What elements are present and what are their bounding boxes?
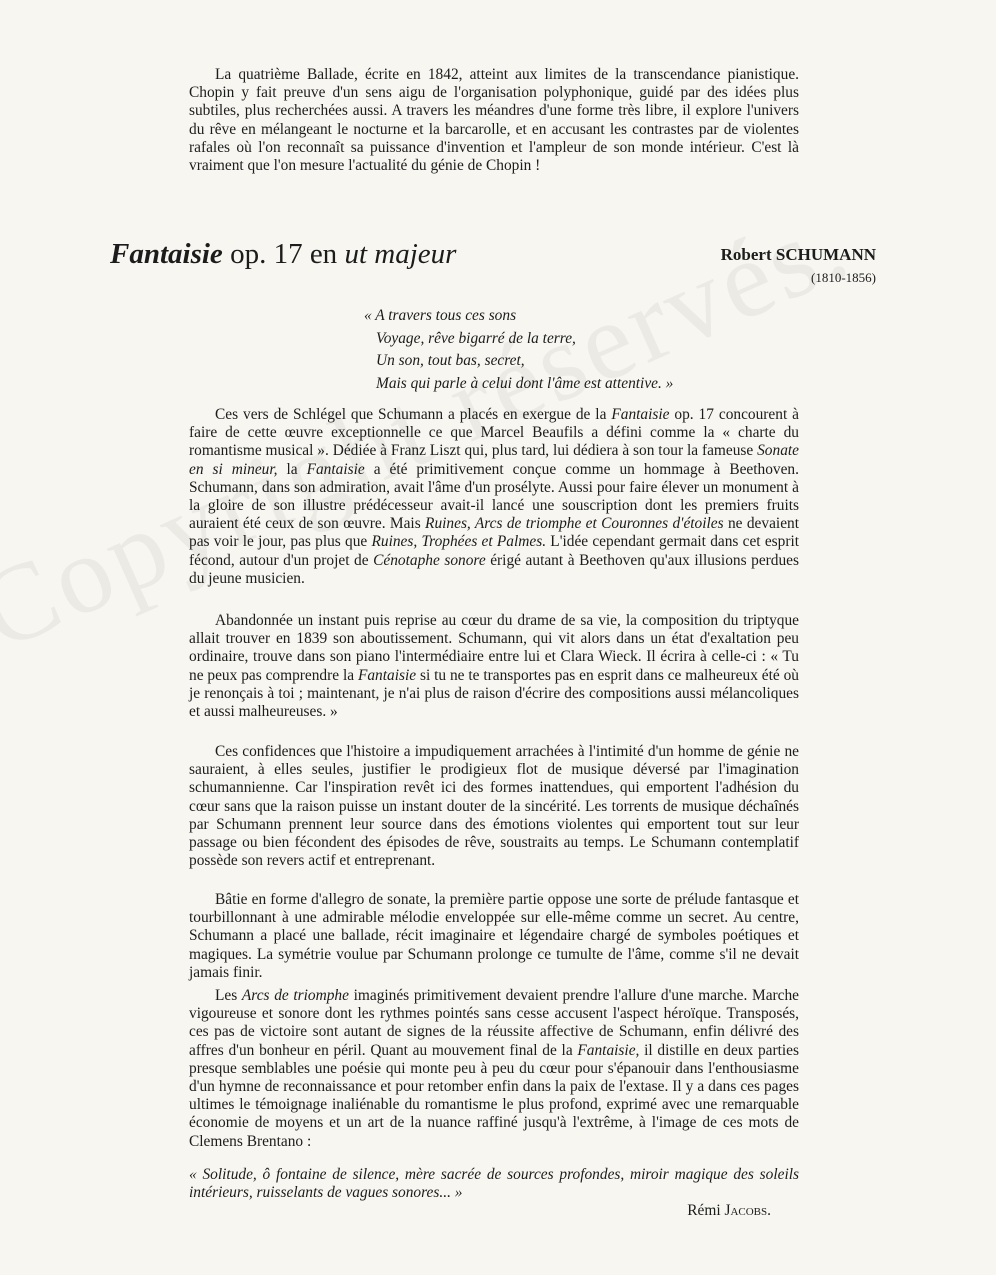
title-middle: op. 17 en: [222, 238, 345, 270]
title-key: ut majeur: [344, 238, 457, 270]
piece-title: [110, 238, 456, 271]
poem-line: « A travers tous ces sons: [364, 307, 517, 324]
author-signature: [687, 1202, 771, 1220]
italic-run: Ruines, Arcs de triomphe et Couronnes d'étoiles: [425, 515, 724, 533]
paragraph-3: Ces confidences que l'histoire a impudiquement arrachées à l'intimité d'un homme de génie ne sauraient, à elles seules, justifier le prodigieux flot de musique déversé par l'imagination schumannienne. Car l'inspiration revêt ici des formes inattendues, qui emportent l'adhésion du cœur sans que la raison puisse un instant douter de la sincérité. Les torrents de musique déchaînés par Schumann prennent leur source dans des émotions violentes qui emportent tout sur leur passage ou bien fécondent des épisodes de rêve, soustraits au temps. Le Schumann contemplatif possède son revers actif et entreprenant.: [189, 743, 799, 870]
brentano-quote: [189, 1166, 799, 1202]
italic-run: Sonate en si mineur,: [189, 442, 799, 478]
epigraph-poem: [364, 305, 784, 396]
title-word: Fantaisie: [110, 238, 223, 270]
italic-run: Arcs de triomphe: [241, 987, 349, 1004]
text-run: si tu ne te transportes pas en esprit dans ce malheureux été où je renonçais à toi ; maintenant, je n'ai plus de raison d'écrire des compositions aussi mélancoliques et aussi malheureuses. »: [189, 666, 799, 721]
italic-run: « Solitude, ô fontaine de silence, mère sacrée de sources profondes, miroir magique des soleils intérieurs, ruisselants de vagues sonores... »: [189, 1166, 799, 1202]
paragraph-4: Bâtie en forme d'allegro de sonate, la première partie oppose une sorte de prélude fantasque et tourbillonnant à une admirable mélodie enveloppée sur elle-même comme un secret. Au centre, Schumann a placé une ballade, récit imaginaire et légendaire chargé de symboles poétiques et magiques. La symétrie voulue par Schumann prolonge ce tumulte de l'âme, comme s'il ne devait jamais finir.: [189, 891, 799, 981]
text-run: il distille en deux parties presque semblables une poésie qui monte peu à peu du cœur pour s'épanouir dans l'enthousiasme d'un hymne de reconnaissance et pour retomber enfin dans la paix de l'extase. Il y a dans ces pages ultimes le témoignage inaliénable du romantisme le plus profond, exprimé avec une remarquable économie de moyens et un art de la nuance raffiné jusqu'à l'extrême, à l'image de ces mots de Clemens Brentano :: [189, 1041, 799, 1150]
text-run: a été primitivement conçue comme un hommage à Beethoven. Schumann, dans son admiration, avait l'âme d'un prosélyte. Aussi pour faire élever un monument à la gloire de son illustre prédécesseur avait-il lancé une souscription dont les premiers fruits auraient été ceux de son œuvre. Mais: [189, 460, 799, 533]
italic-run: Fantaisie: [306, 460, 365, 478]
text-run: Les: [215, 987, 242, 1004]
paragraph-5: [189, 987, 799, 1151]
paragraph-2: [189, 612, 799, 721]
poem-line: Un son, tout bas, secret,: [376, 352, 525, 370]
italic-run: Fantaisie: [611, 406, 670, 423]
paragraph-1: [189, 406, 799, 588]
composer-name: Robert SCHUMANN: [720, 245, 876, 264]
intro-paragraph: La quatrième Ballade, écrite en 1842, atteint aux limites de la transcendance pianistique. Chopin y fait preuve d'un sens aigu de l'organisation polyphonique, guidé par des idées plus subtiles, plus recherchées aussi. A travers les méandres d'une forme très libre, il explore l'univers du rêve en mélangeant le nocturne et la barcarolle, et en accusant les contrastes par de violentes rafales où l'on reconnaît sa puissance d'invention et l'ampleur de son monde intérieur. C'est là vraiment que l'on mesure l'actualité du génie de Chopin !: [189, 66, 799, 175]
text-run: la: [277, 460, 307, 478]
text-run: L'idée cependant germait dans cet esprit fécond, autour d'un projet de: [189, 533, 800, 569]
text-run: ne devaient pas voir le jour, pas plus que: [189, 515, 799, 551]
poem-line: Mais qui parle à celui dont l'âme est attentive. »: [376, 375, 674, 393]
signature-last-name: Jacobs.: [724, 1202, 771, 1219]
signature-first-name: Rémi: [687, 1202, 721, 1219]
text-run: op. 17 concourent à faire de cette œuvre exceptionnelle ce que Marcel Beaufils a défini comme la « charte du romantisme musical ». Dédiée à Franz Liszt qui, plus tard, lui dédiera à son tour la fameuse: [189, 406, 799, 460]
italic-run: Ruines, Trophées et Palmes.: [371, 533, 547, 551]
text-run: Abandonnée un instant puis reprise au cœur du drame de sa vie, la composition du triptyque allait trouver en 1839 son aboutissement. Schumann, qui vit alors dans un état d'exaltation peu ordinaire, trouve dans son piano l'intermédiaire entre lui et Clara Wieck. Il écrira à celle-ci : « Tu ne peux pas comprendre la: [189, 612, 799, 684]
composer-dates: (1810-1856): [811, 270, 876, 285]
italic-run: Cénotaphe sonore: [373, 551, 486, 569]
text-run: érigé autant à Beethoven qu'aux illusions perdues du jeune musicien.: [189, 551, 799, 587]
text-run: imaginés primitivement devaient prendre l'allure d'une marche. Marche vigoureuse et sonore dont les rythmes pointés sans cesse accusent l'aspect héroïque. Transposés, ces pas de victoire sont autant de signes de la réussite affective de Schumann, enfin délivré des affres d'un bonheur en péril. Quant au mouvement final de la: [189, 987, 800, 1059]
italic-run: Fantaisie: [357, 666, 417, 684]
italic-run: Fantaisie,: [577, 1041, 640, 1059]
poem-line: Voyage, rêve bigarré de la terre,: [376, 329, 576, 347]
text-run: Ces vers de Schlégel que Schumann a placés en exergue de la: [215, 406, 612, 423]
